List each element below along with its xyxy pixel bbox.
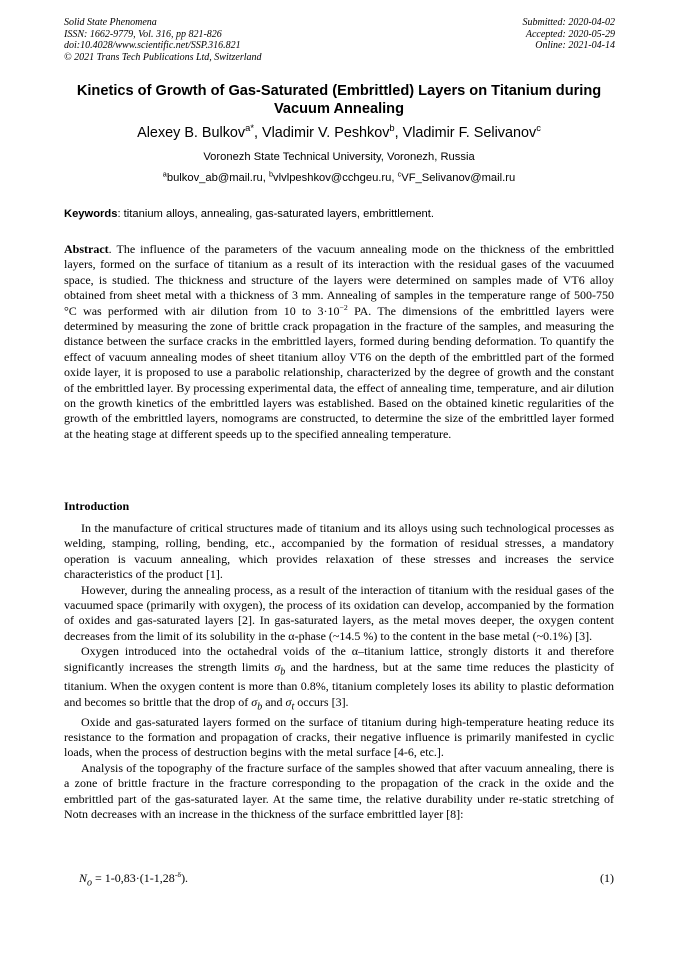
journal-name: Solid State Phenomena xyxy=(64,17,157,28)
equation-lhs-sub-text: o xyxy=(87,877,93,889)
affiliation: Voronezh State Technical University, Voronezh, Russia xyxy=(203,151,475,163)
equation-number: (1) xyxy=(600,871,614,885)
equation-lhs: N xyxy=(79,871,88,885)
subscript-text: b xyxy=(257,701,263,713)
author-emails xyxy=(40,171,638,185)
email-link[interactable]: VF_Selivanov@mail.ru xyxy=(401,172,516,184)
equation-1 xyxy=(79,871,614,890)
keywords xyxy=(64,207,616,221)
submitted-date: Submitted: 2020-04-02 xyxy=(522,17,615,28)
paragraph-text: occurs [3]. xyxy=(294,694,349,709)
email-link[interactable]: bulkov_ab@mail.ru, xyxy=(166,172,269,184)
journal-doi[interactable]: doi:10.4028/www.scientific.net/SSP.316.821 xyxy=(64,40,241,51)
author-name: Alexey B. Bulkov xyxy=(137,125,246,141)
paragraph-text: and the hardness, but at the same time reduces the plasticity of titanium. When the oxygen content is more than 0.8%, titanium completely loses its ability to plastic deformation and becomes so brittle that the drop of xyxy=(64,659,615,709)
author-separator: , xyxy=(253,125,262,141)
author-affil-mark: a* xyxy=(245,123,254,134)
author-name: Vladimir F. Selivanov xyxy=(402,125,537,141)
accepted-date: Accepted: 2020-05-29 xyxy=(525,28,615,40)
email-link[interactable]: vlvlpeshkov@cchgeu.ru, xyxy=(273,172,398,184)
email-mark: c xyxy=(397,169,402,179)
journal-copyright: © 2021 Trans Tech Publications Ltd, Switzerland xyxy=(64,51,262,63)
email-mark: b xyxy=(269,169,274,179)
introduction-body xyxy=(64,521,614,823)
paragraph: However, during the annealing process, as a result of the interaction of titanium with the residual gases of the vacuumed space (primarily with oxygen), the process of its oxidation can develop, accompanied by the formation of oxides and gas-saturated layers [2]. In gas-saturated layers, as the metal moves deeper, the oxygen content decreases from the limit of its solubility in the α-phase (~14.5 %) to the content in the base metal (~0.1%) [3]. xyxy=(64,582,614,643)
equation-rhs: = 1-0,83·(1-1,28 xyxy=(92,871,175,885)
abstract-text: . The influence of the parameters of the vacuum annealing mode on the thickness of the embrittled layers, formed on the surface of titanium as a result of its interaction with the residual gases of the vacuumed space, is studied. The thickness and structure of the layers were determined on samples made of VT6 alloy obtained from sheet metal with a thickness of 3 mm. Annealing of samples in the temperature range of 500-750 °C was performed with air dilution from 10 to 3·10 xyxy=(64,242,614,318)
email-mark: a xyxy=(162,169,167,179)
keywords-label: Keywords xyxy=(64,208,118,220)
sigma-symbol: σ xyxy=(274,659,281,674)
paragraph-text: Oxygen introduced into the octahedral voids of the α–titanium lattice, strongly distorts it and therefore significantly increases the strength limits xyxy=(64,644,614,674)
journal-header-right xyxy=(523,17,616,52)
paragraph: Oxide and gas-saturated layers formed on the surface of titanium during high-temperature heating reduce its resistance to the formation and propagation of cracks, their negative influence is primarily manifested in cyclic loads, when the process of destruction begins with the metal surface [4-6, etc.]. xyxy=(64,714,614,760)
journal-header-left xyxy=(64,17,262,63)
abstract-label: Abstract xyxy=(64,242,109,256)
paragraph xyxy=(64,644,614,714)
abstract-text: PA. The dimensions of the embrittled layers were determined by measuring the zone of brittle crack propagation in the fracture of the samples, and measuring the distance between the surface cracks in the embrittled layers, formed during bending deformation. To quantify the effect of vacuum annealing modes of sheet titanium alloy VT6 on the depth of the embrittled part of the formed oxide layer, it is proposed to use a parabolic relationship, characterized by the degree of growth and the constant of the embrittled layer. By processing experimental data, the effect of annealing time, temperature, and air dilution on the growth kinetics of the embrittled layers was established. Based on the obtained kinetic regularities of the growth of the embrittled layers, nomograms are constructed, to determine the size of the embrittled layer formed at the heating stage at different speeds up to the specified annealing temperature. xyxy=(64,303,614,441)
author-name: Vladimir V. Peshkov xyxy=(261,125,390,141)
paper-title: Kinetics of Growth of Gas-Saturated (Embrittled) Layers on Titanium during Vacuum Annealing xyxy=(76,83,602,117)
journal-issn: ISSN: 1662-9779, Vol. 316, pp 821-826 xyxy=(64,28,222,40)
paragraph-text: and xyxy=(262,694,286,709)
author-list xyxy=(40,124,638,142)
abstract-exponent: −2 xyxy=(339,302,348,312)
author-separator: , xyxy=(394,125,403,141)
equation-exponent: -δ xyxy=(174,870,182,879)
subscript-text: t xyxy=(291,701,295,713)
equation-rhs-end: ). xyxy=(181,871,189,885)
paragraph: Analysis of the topography of the fracture surface of the samples showed that after vacuum annealing, there is a zone of brittle fracture in the fracture corresponding to the propagation of the crack in the oxide and the embrittled part of the gas-saturated layer. At the same time, the relative durability under re-static stretching of Notn decreases with an increase in the thickness of the surface embrittled layer [8]: xyxy=(64,760,614,822)
section-heading-introduction: Introduction xyxy=(64,499,130,513)
online-date: Online: 2021-04-14 xyxy=(535,40,615,51)
subscript-text: b xyxy=(280,666,286,678)
paragraph: In the manufacture of critical structures made of titanium and its alloys using such technological processes as welding, stamping, rolling, bending, etc., accompanied by the formation of residual stresses, a mandatory operation is vacuum annealing, which provides relaxation of these stresses and increases the service characteristics of the product [1]. xyxy=(64,521,614,582)
author-affil-mark: b xyxy=(389,123,395,134)
author-affil-mark: c xyxy=(536,123,541,134)
sigma-symbol: σ xyxy=(251,694,258,709)
keywords-text: : titanium alloys, annealing, gas-saturated layers, embrittlement. xyxy=(117,208,434,220)
abstract xyxy=(64,242,614,442)
sigma-symbol: σ xyxy=(285,694,292,709)
